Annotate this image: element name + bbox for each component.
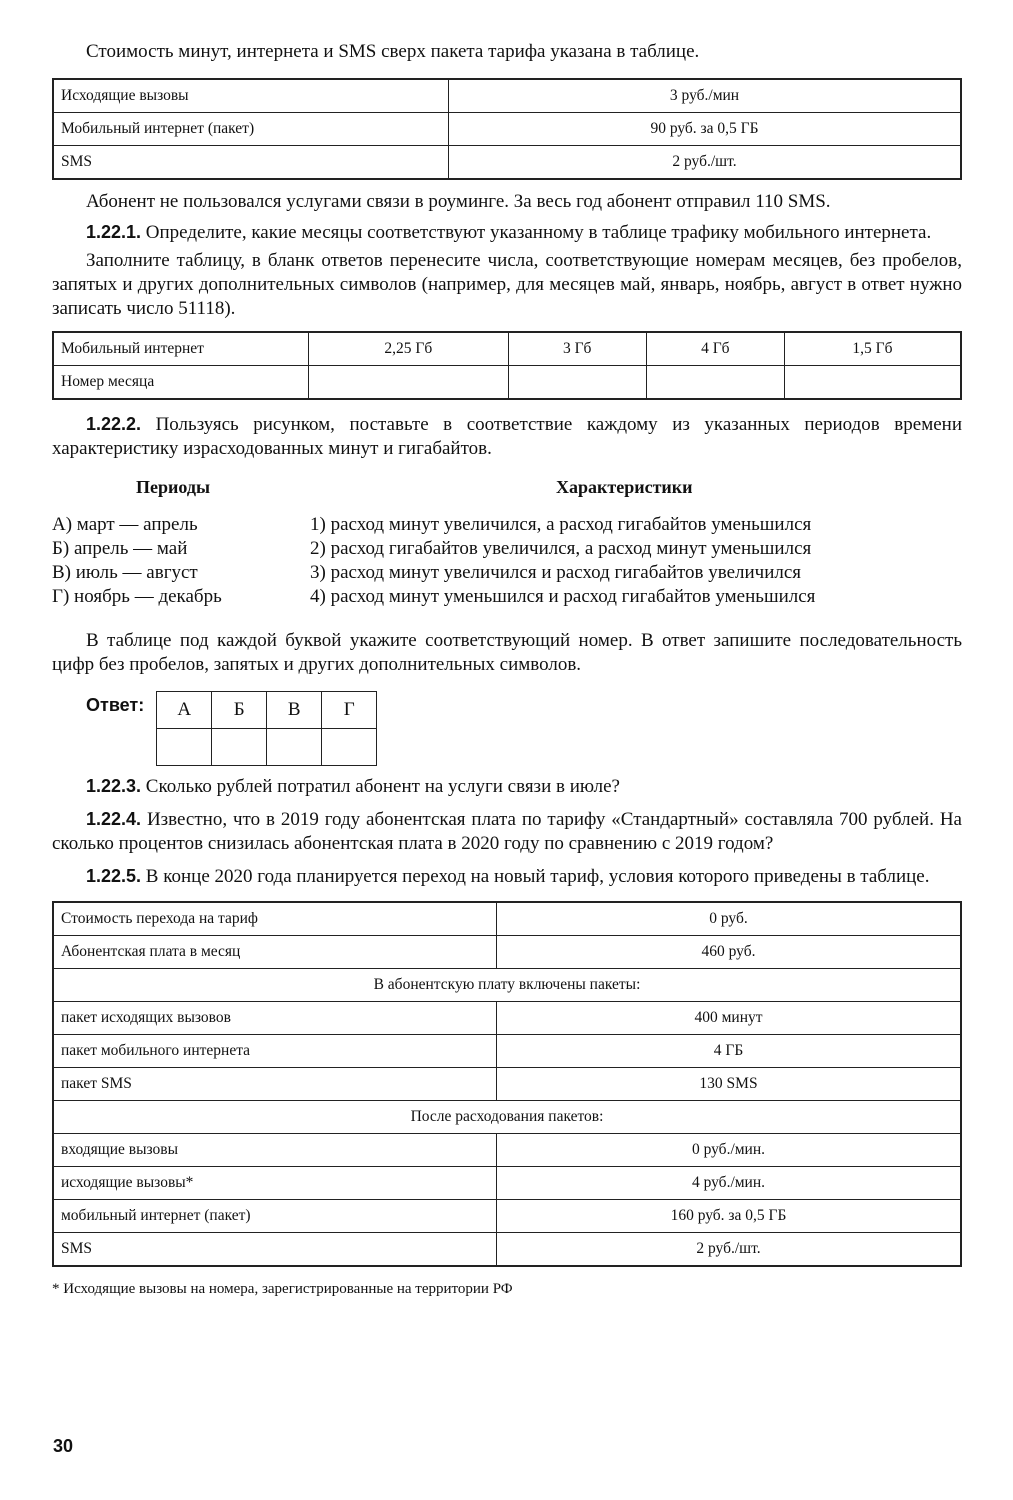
question-1-22-2-instructions: В таблице под каждой буквой укажите соответствующий номер. В ответ запишите последовательность цифр без пробелов, запятых и других дополнительных символов.	[52, 630, 962, 675]
table-cell: Мобильный интернет	[53, 332, 309, 366]
question-number: 1.22.5.	[86, 866, 142, 886]
table-row	[53, 902, 961, 936]
table-cell: 130 SMS	[497, 1068, 962, 1101]
question-1-22-3	[52, 774, 962, 799]
table-cell: 90 руб. за 0,5 ГБ	[449, 113, 962, 146]
table-row	[53, 1233, 961, 1267]
section-header: В абонентскую плату включены пакеты:	[53, 969, 961, 1002]
question-number: 1.22.1.	[86, 222, 142, 242]
periods-column	[52, 475, 310, 609]
answer-letter: А	[157, 692, 212, 729]
roaming-text: Абонент не пользовался услугами связи в роуминге. За весь год абонент отправил 110 SMS.	[86, 191, 831, 212]
periods-header: Периоды	[136, 477, 211, 497]
footnote: * Исходящие вызовы на номера, зарегистрированные на территории РФ	[52, 1281, 513, 1297]
table-cell: 3 Гб	[508, 332, 646, 366]
table-row	[53, 1167, 961, 1200]
period-item: В) июль — август	[52, 562, 198, 583]
table-row	[53, 1068, 961, 1101]
table-row	[157, 692, 377, 729]
table-row	[53, 332, 961, 366]
table-row	[53, 1002, 961, 1035]
table-cell: Стоимость перехода на тариф	[53, 902, 497, 936]
characteristic-item: 1) расход минут увеличился, а расход гигабайтов уменьшился	[310, 514, 812, 535]
table-cell: SMS	[53, 1233, 497, 1267]
table-cell: пакет мобильного интернета	[53, 1035, 497, 1068]
table-cell: входящие вызовы	[53, 1134, 497, 1167]
question-text: Известно, что в 2019 году абонентская плата по тарифу «Стандартный» составляла 700 рублей. На сколько процентов снизилась абонентская плата в 2020 году по сравнению с 2019 годом?	[52, 809, 962, 854]
overage-price-table	[52, 78, 962, 180]
table-cell: 160 руб. за 0,5 ГБ	[497, 1200, 962, 1233]
answer-letter: Г	[322, 692, 377, 729]
answer-cell[interactable]	[267, 729, 322, 766]
table-cell: 3 руб./мин	[449, 79, 962, 113]
table-cell: Номер месяца	[53, 366, 309, 400]
answer-label: Ответ:	[86, 695, 145, 715]
answer-cell[interactable]	[212, 729, 267, 766]
table-cell: 2 руб./шт.	[497, 1233, 962, 1267]
period-item: Б) апрель — май	[52, 538, 188, 559]
table-row	[53, 969, 961, 1002]
question-number: 1.22.3.	[86, 776, 142, 796]
characteristics-header: Характеристики	[556, 477, 693, 497]
table-cell: 0 руб.	[497, 902, 962, 936]
table-row	[53, 113, 961, 146]
table-cell: 4 руб./мин.	[497, 1167, 962, 1200]
characteristic-item: 3) расход минут увеличился и расход гигабайтов увеличился	[310, 562, 802, 583]
table-cell: мобильный интернет (пакет)	[53, 1200, 497, 1233]
answer-cell[interactable]	[322, 729, 377, 766]
question-number: 1.22.4.	[86, 809, 142, 829]
table-cell: Исходящие вызовы	[53, 79, 449, 113]
table-cell: 4 Гб	[646, 332, 784, 366]
table-cell: пакет SMS	[53, 1068, 497, 1101]
section-header: После расходования пакетов:	[53, 1101, 961, 1134]
period-item: Г) ноябрь — декабрь	[52, 586, 222, 607]
page	[52, 40, 962, 1301]
page-number: 30	[53, 1436, 74, 1456]
table-cell: 1,5 Гб	[784, 332, 961, 366]
question-1-22-4	[52, 807, 962, 856]
question-text: Определите, какие месяцы соответствуют указанному в таблице трафику мобильного интернета.	[141, 222, 932, 243]
table-row	[53, 1200, 961, 1233]
answer-cell[interactable]	[157, 729, 212, 766]
table-cell: Абонентская плата в месяц	[53, 936, 497, 969]
table-cell: 2 руб./шт.	[449, 146, 962, 180]
table-cell: 0 руб./мин.	[497, 1134, 962, 1167]
characteristics-column	[310, 475, 962, 609]
answer-cell[interactable]	[784, 366, 961, 400]
question-1-22-1-instructions: Заполните таблицу, в бланк ответов перенесите числа, соответствующие номерам месяцев, без пробелов, запятых и других дополнительных символов (например, для месяцев май, январь, ноябрь, август в ответ нужно записать число 51118).	[52, 250, 962, 319]
answer-letter: Б	[212, 692, 267, 729]
table-cell: SMS	[53, 146, 449, 180]
matching-block	[52, 475, 962, 609]
answer-cell[interactable]	[646, 366, 784, 400]
table-cell: 4 ГБ	[497, 1035, 962, 1068]
table-row	[53, 366, 961, 400]
answer-cell[interactable]	[309, 366, 509, 400]
table-row	[53, 1101, 961, 1134]
question-text: Пользуясь рисунком, поставьте в соответствие каждому из указанных периодов времени характеристику израсходованных минут и гигабайтов.	[52, 414, 962, 459]
table-cell: 460 руб.	[497, 936, 962, 969]
table-cell: пакет исходящих вызовов	[53, 1002, 497, 1035]
question-text: Сколько рублей потратил абонент на услуги связи в июле?	[141, 776, 620, 797]
table-cell: 400 минут	[497, 1002, 962, 1035]
new-tariff-table	[52, 901, 962, 1267]
table-row	[53, 1035, 961, 1068]
question-text: В конце 2020 года планируется переход на новый тариф, условия которого приведены в таблице.	[141, 866, 930, 887]
month-traffic-table	[52, 331, 962, 400]
table-row	[53, 146, 961, 180]
table-cell: 2,25 Гб	[309, 332, 509, 366]
table-row	[53, 79, 961, 113]
characteristic-item: 4) расход минут уменьшился и расход гигабайтов уменьшился	[310, 586, 816, 607]
characteristic-item: 2) расход гигабайтов увеличился, а расход минут уменьшился	[310, 538, 812, 559]
table-cell: Мобильный интернет (пакет)	[53, 113, 449, 146]
answer-table	[156, 691, 377, 766]
intro-text: Стоимость минут, интернета и SMS сверх пакета тарифа указана в таблице.	[86, 41, 700, 62]
question-1-22-2	[52, 412, 962, 461]
question-1-22-1	[52, 220, 962, 245]
table-row	[53, 1134, 961, 1167]
table-row	[157, 729, 377, 766]
answer-cell[interactable]	[508, 366, 646, 400]
table-cell: исходящие вызовы*	[53, 1167, 497, 1200]
answer-block	[52, 691, 962, 766]
question-1-22-5	[52, 864, 962, 889]
period-item: А) март — апрель	[52, 514, 198, 535]
question-number: 1.22.2.	[86, 414, 142, 434]
answer-letter: В	[267, 692, 322, 729]
table-row	[53, 936, 961, 969]
